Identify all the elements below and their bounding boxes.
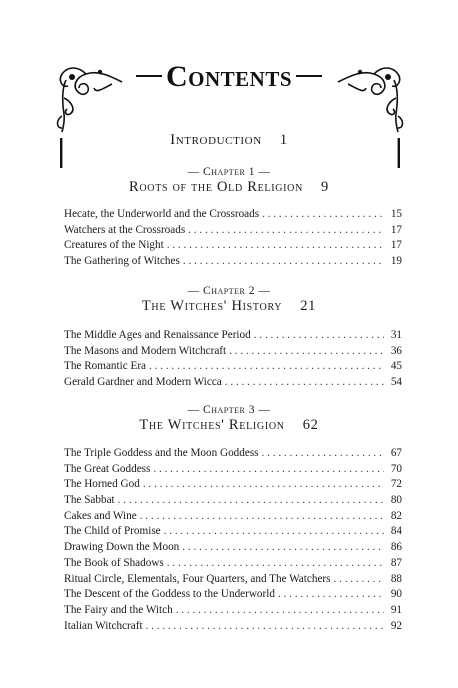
- entry-page: 84: [390, 525, 402, 538]
- entry-page: 91: [390, 603, 402, 616]
- toc-entry[interactable]: [64, 224, 402, 240]
- heading: [0, 58, 458, 178]
- entry-page: 17: [390, 239, 402, 252]
- toc-entry[interactable]: [64, 478, 402, 494]
- entry-title: Hecate, the Underworld and the Crossroads: [64, 208, 260, 220]
- entry-page: 67: [390, 447, 402, 459]
- toc-entry[interactable]: [64, 588, 402, 604]
- title-text: Contents: [165, 60, 293, 93]
- entry-page: 15: [390, 208, 402, 220]
- entry-page: 70: [390, 462, 402, 475]
- toc-entry[interactable]: [64, 345, 402, 361]
- toc-entry[interactable]: [64, 573, 402, 589]
- entry-page: 72: [390, 478, 402, 491]
- leader-dots: [262, 208, 384, 220]
- entry-page: 31: [390, 329, 402, 341]
- title-rule-right: [296, 75, 322, 77]
- introduction-page: 1: [279, 132, 288, 148]
- leader-dots: [176, 604, 384, 616]
- toc-entry[interactable]: [64, 255, 402, 271]
- chapter-2-heading[interactable]: [0, 285, 458, 315]
- leader-dots: [167, 239, 384, 251]
- entry-title: The Triple Goddess and the Moon Goddess: [64, 447, 259, 459]
- toc-entry[interactable]: [64, 541, 402, 557]
- right-flourish-ornament-icon: [336, 58, 408, 168]
- entry-page: 82: [390, 509, 402, 522]
- toc-entry[interactable]: [64, 376, 402, 392]
- entry-title: The Horned God: [64, 478, 140, 491]
- chapter-1-title: Roots of the Old Religion: [129, 179, 304, 195]
- toc-entry[interactable]: [64, 604, 402, 620]
- toc-entry[interactable]: [64, 239, 402, 255]
- chapter-1-heading[interactable]: [0, 166, 458, 196]
- leader-dots: [167, 557, 384, 569]
- chapter-3-page: 62: [302, 417, 319, 433]
- chapter-3-entries: [64, 447, 402, 635]
- leader-dots: [262, 447, 384, 459]
- leader-dots: [229, 345, 384, 357]
- introduction-label: Introduction: [170, 132, 262, 148]
- toc-entry[interactable]: [64, 329, 402, 345]
- leader-dots: [140, 510, 384, 522]
- chapter-2-page: 21: [300, 298, 317, 314]
- entry-page: 92: [390, 619, 402, 632]
- entry-page: 88: [390, 572, 402, 585]
- entry-page: 19: [390, 255, 402, 268]
- chapter-1-label: — Chapter 1 —: [187, 166, 271, 178]
- leader-dots: [149, 360, 384, 372]
- entry-title: Creatures of the Night: [64, 239, 164, 252]
- chapter-3-heading[interactable]: [0, 404, 458, 434]
- leader-dots: [225, 376, 384, 388]
- toc-entry[interactable]: [64, 620, 402, 636]
- toc-entry[interactable]: [64, 208, 402, 224]
- entry-title: The Book of Shadows: [64, 556, 164, 569]
- entry-title: Drawing Down the Moon: [64, 541, 180, 554]
- toc-entry[interactable]: [64, 360, 402, 376]
- toc-entry[interactable]: [64, 557, 402, 573]
- entry-title: The Fairy and the Witch: [64, 603, 173, 616]
- leader-dots: [182, 541, 384, 553]
- toc-entry[interactable]: [64, 494, 402, 510]
- entry-title: The Middle Ages and Renaissance Period: [64, 329, 251, 341]
- chapter-1-page: 9: [321, 179, 329, 195]
- entry-title: Ritual Circle, Elementals, Four Quarters, and The Watchers: [64, 572, 331, 585]
- chapter-3-title: The Witches' Religion: [139, 417, 285, 433]
- entry-title: The Sabbat: [64, 494, 115, 507]
- toc-entry[interactable]: [64, 463, 402, 479]
- leader-dots: [146, 620, 384, 632]
- toc-entry[interactable]: [64, 525, 402, 541]
- chapter-3-label: — Chapter 3 —: [187, 404, 271, 416]
- entry-page: 86: [390, 541, 402, 554]
- entry-page: 45: [390, 360, 402, 373]
- toc-entry[interactable]: [64, 447, 402, 463]
- entry-title: The Child of Promise: [64, 525, 161, 538]
- entry-title: Gerald Gardner and Modern Wicca: [64, 376, 222, 389]
- leader-dots: [183, 255, 384, 267]
- leader-dots: [164, 525, 384, 537]
- leader-dots: [278, 588, 384, 600]
- entry-page: 54: [390, 376, 402, 389]
- leader-dots: [188, 224, 384, 236]
- entry-page: 90: [390, 588, 402, 601]
- entry-title: Watchers at the Crossroads: [64, 223, 186, 236]
- title-rule-left: [136, 75, 162, 77]
- entry-title: The Great Goddess: [64, 462, 151, 475]
- entry-page: 80: [390, 494, 402, 507]
- leader-dots: [143, 478, 384, 490]
- entry-page: 36: [390, 344, 402, 357]
- chapter-2-entries: [64, 329, 402, 392]
- entry-page: 17: [390, 223, 402, 236]
- leader-dots: [118, 494, 384, 506]
- leader-dots: [254, 329, 384, 341]
- leader-dots: [153, 463, 384, 475]
- entry-title: The Romantic Era: [64, 360, 147, 373]
- entry-page: 87: [390, 556, 402, 569]
- entry-title: The Gathering of Witches: [64, 255, 180, 268]
- chapter-2-title: The Witches' History: [141, 298, 283, 314]
- leader-dots: [334, 573, 385, 585]
- chapter-1-entries: [64, 208, 402, 271]
- entry-title: The Descent of the Goddess to the Underworld: [64, 588, 275, 601]
- introduction-entry[interactable]: [0, 132, 458, 149]
- entry-title: Italian Witchcraft: [64, 619, 143, 632]
- entry-title: Cakes and Wine: [64, 509, 137, 522]
- chapter-2-label: — Chapter 2 —: [187, 285, 271, 297]
- entry-title: The Masons and Modern Witchcraft: [64, 344, 227, 357]
- toc-entry[interactable]: [64, 510, 402, 526]
